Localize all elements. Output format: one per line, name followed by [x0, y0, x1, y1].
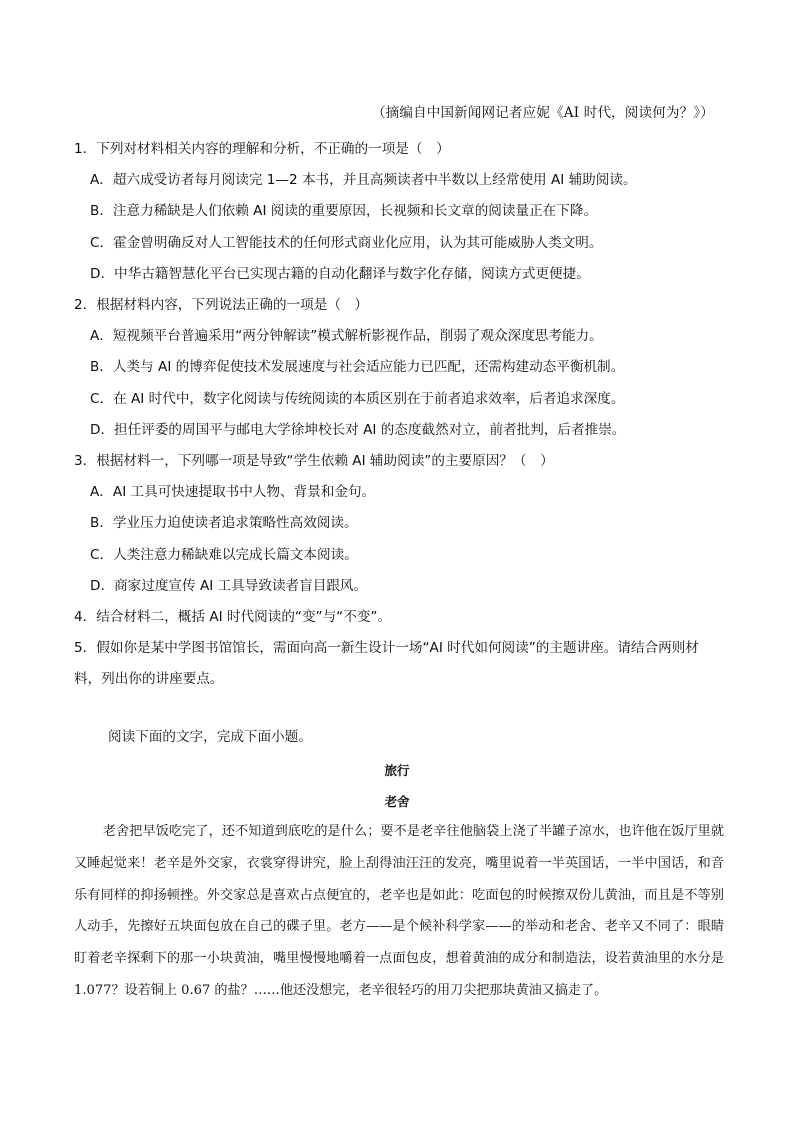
question-3	[74, 446, 724, 602]
question-stem: 4．结合材料二，概括 AI 时代阅读的“变”与“不变”。	[74, 609, 392, 626]
option-d: D．中华古籍智慧化平台已实现古籍的自动化翻译与数字化存储，阅读方式更便捷。	[90, 265, 590, 282]
question-stem: 1．下列对材料相关内容的理解和分析，不正确的一项是（ ）	[74, 141, 450, 157]
question-stem: 2．根据材料内容，下列说法正确的一项是（ ）	[74, 297, 369, 314]
option-a: A．短视频平台普遍采用“两分钟解读”模式解析影视作品，削弱了观众深度思考能力。	[90, 328, 603, 345]
story-body: 老舍把早饭吃完了，还不知道到底吃的是什么；要不是老辛往他脑袋上浇了半罐子凉水，也许他在饭厅里就又睡起觉来！老辛是外交家，衣裳穿得讲究，脸上刮得油汪汪的发亮，嘴里说着一半英国话，一半中国话，和音乐有同样的抑扬顿挫。外交家总是喜欢占点便宜的，老辛也是如此：吃面包的时候擦双份儿黄油，而且是不等别人动手，先擦好五块面包放在自己的碟子里。老方——是个候补科学家——的举动和老舍、老辛又不同了：眼睛盯着老辛探剩下的那一小块黄油，嘴里慢慢地嚼着一点面包皮，想着黄油的成分和制造法，设若黄油里的水分是 1.077？设若铜上 0.67 的盐？……他还没想完，老辛很轻巧的用刀尖把那块黄油又搞走了。	[74, 824, 724, 998]
option-a: A．超六成受访者每月阅读完 1—2 本书，并且高频读者中半数以上经常使用 AI 辅助阅读。	[90, 172, 637, 189]
option-d: D．商家过度宣传 AI 工具导致读者盲目跟风。	[90, 577, 368, 594]
question-stem: 5．假如你是某中学图书馆馆长，需面向高一新生设计一场“AI 时代如何阅读”的主题讲座。请结合两则材料，列出你的讲座要点。	[74, 640, 699, 688]
question-list	[74, 134, 724, 695]
option-b: B．注意力稀缺是人们依赖 AI 阅读的重要原因，长视频和长文章的阅读量正在下降。	[90, 203, 598, 220]
option-a: A．AI 工具可快速提取书中人物、背景和金句。	[90, 484, 376, 501]
story-author: 老舍	[384, 794, 410, 809]
option-c: C．在 AI 时代中，数字化阅读与传统阅读的本质区别在于前者追求效率，后者追求深度。	[90, 390, 625, 407]
question-1	[74, 134, 724, 290]
option-c: C．人类注意力稀缺难以完成长篇文本阅读。	[90, 546, 358, 563]
question-2	[74, 290, 724, 446]
source-note: （摘编自中国新闻网记者应妮《AI 时代，阅读何为？》）	[371, 105, 714, 121]
option-d: D．担任评委的周国平与邮电大学徐坤校长对 AI 的态度截然对立，前者批判，后者推崇。	[90, 421, 626, 438]
question-stem: 3．根据材料一，下列哪一项是导致“学生依赖 AI 辅助阅读”的主要原因？（ ）	[74, 453, 554, 470]
question-4	[74, 602, 724, 633]
option-b: B．学业压力迫使读者追求策略性高效阅读。	[90, 515, 358, 532]
reading-instruction: 阅读下面的文字，完成下面小题。	[108, 729, 312, 745]
option-b: B．人类与 AI 的博弈促使技术发展速度与社会适应能力已匹配，还需构建动态平衡机制。	[90, 359, 625, 376]
story-title: 旅行	[384, 763, 410, 778]
option-c: C．霍金曾明确反对人工智能技术的任何形式商业化应用，认为其可能威胁人类文明。	[90, 234, 603, 251]
question-5	[74, 633, 724, 695]
